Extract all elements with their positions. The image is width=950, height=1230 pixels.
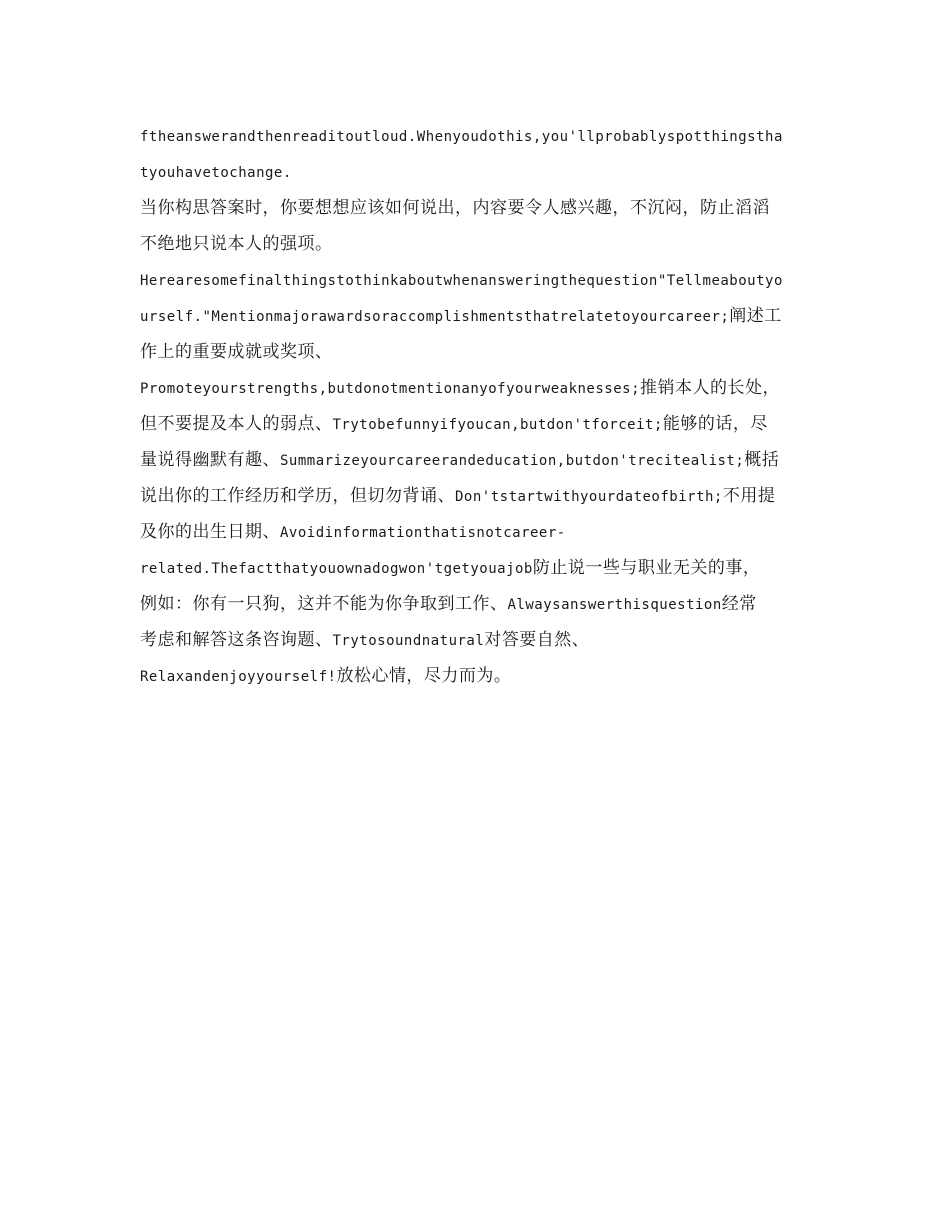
text-line: [140, 514, 820, 550]
text-segment: Trytosoundnatural: [332, 633, 485, 649]
text-line: [140, 118, 820, 154]
text-segment: 量说得幽默有趣、: [140, 450, 280, 470]
text-segment: 但不要提及本人的弱点、: [140, 414, 333, 434]
text-line: [140, 658, 820, 694]
text-line: [140, 406, 820, 442]
text-segment: Summarizeyourcareerandeducation,butdon'trecitealist;: [280, 453, 745, 469]
text-line: [140, 442, 820, 478]
text-segment: Relaxandenjoyyourself!: [140, 669, 337, 685]
text-line: [140, 334, 820, 370]
text-line: [140, 298, 820, 334]
text-segment: 推销本人的长处，: [640, 378, 781, 398]
text-segment: 防止说一些与职业无关的事，: [532, 558, 761, 578]
text-segment: tyouhavetochange.: [140, 165, 292, 181]
text-segment: 作上的重要成就或奖项、: [140, 342, 333, 362]
text-line: [140, 550, 820, 586]
text-segment: Alwaysanswerthisquestion: [507, 597, 722, 613]
text-line: [140, 370, 820, 406]
text-segment: ftheanswerandthenreaditoutloud.Whenyoudothis,you'llprobablyspotthingstha: [140, 129, 783, 145]
text-segment: 对答要自然、: [484, 630, 590, 650]
text-line: [140, 190, 820, 226]
text-segment: Promoteyourstrengths,butdonotmentionanyofyourweaknesses;: [140, 381, 641, 397]
text-segment: 考虑和解答这条咨询题、: [140, 630, 333, 650]
text-segment: 例如：你有一只狗，这并不能为你争取到工作、: [140, 594, 508, 614]
text-segment: 放松心情，尽力而为。: [336, 666, 512, 686]
text-segment: 经常: [721, 594, 757, 614]
text-segment: 当你构思答案时，你要想想应该如何说出，内容要令人感兴趣，不沉闷，防止滔滔: [140, 198, 770, 218]
document-body-text: [140, 118, 820, 694]
text-segment: Trytobefunnyifyoucan,butdon'tforceit;: [332, 417, 663, 433]
text-segment: 及你的出生日期、: [140, 522, 280, 542]
text-segment: Herearesomefinalthingstothinkaboutwhenansweringthequestion"Tellmeaboutyo: [140, 273, 783, 289]
text-segment: 能够的话，尽: [662, 414, 768, 434]
text-segment: 概括: [744, 450, 780, 470]
text-segment: urself."Mentionmajorawardsoraccomplishmentsthatrelatetoyourcareer;: [140, 309, 730, 325]
text-line: [140, 622, 820, 658]
text-line: [140, 478, 820, 514]
text-line: [140, 154, 820, 190]
text-segment: 不绝地只说本人的强项。: [140, 234, 333, 254]
text-line: [140, 586, 820, 622]
text-segment: Don'tstartwithyourdateofbirth;: [455, 489, 723, 505]
text-line: [140, 262, 820, 298]
text-line: [140, 226, 820, 262]
text-segment: Avoidinformationthatisnotcareer-: [280, 525, 566, 541]
text-segment: related.Thefactthatyouownadogwon'tgetyouajob: [140, 561, 533, 577]
text-segment: 说出你的工作经历和学历，但切勿背诵、: [140, 486, 455, 506]
text-segment: 不用提: [722, 486, 776, 506]
text-segment: 阐述工: [729, 306, 782, 326]
